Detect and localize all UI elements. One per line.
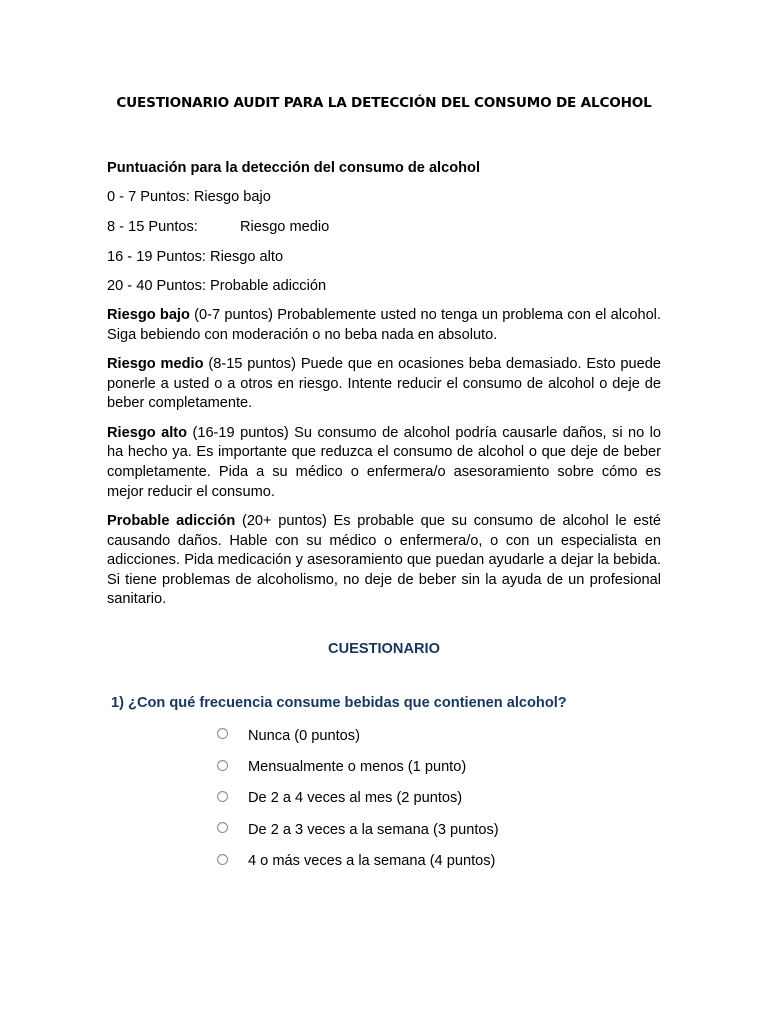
scoring-heading: Puntuación para la detección del consumo de alcohol [107, 160, 481, 176]
option-2-4-al-mes[interactable] [217, 783, 657, 814]
score-row-medium [107, 217, 661, 237]
radio-button-icon[interactable] [217, 791, 228, 802]
score-range: 8 - 15 Puntos: [107, 218, 198, 235]
option-nunca[interactable] [217, 720, 657, 751]
description-term: Riesgo medio [107, 356, 204, 373]
option-label: De 2 a 4 veces al mes (2 puntos) [248, 790, 463, 807]
option-label: Mensualmente o menos (1 punto) [248, 759, 467, 776]
score-row-low [107, 187, 661, 207]
score-row-addiction [107, 276, 661, 296]
option-label: De 2 a 3 veces a la semana (3 puntos) [248, 821, 499, 838]
score-label: Riesgo alto [210, 248, 284, 265]
option-label: Nunca (0 puntos) [248, 727, 360, 744]
description-term: Riesgo bajo [107, 307, 190, 324]
description-probable-addiction [107, 512, 661, 610]
description-text: (16-19 puntos) Su consumo de alcohol podría causarle daños, si no lo ha hecho ya. Es importante que reduzca el consumo de alcohol o que deje de beber completamente. Pida a su médico o enfermera/o asesoramiento sobre cómo es mejor reducir el consumo. [107, 424, 662, 500]
description-high-risk [107, 424, 661, 502]
document-title: CUESTIONARIO AUDIT PARA LA DETECCIÓN DEL CONSUMO DE ALCOHOL [116, 95, 652, 111]
description-medium-risk [107, 355, 661, 414]
score-range: 16 - 19 Puntos: [107, 248, 206, 265]
option-2-3-semana[interactable] [217, 814, 657, 845]
option-mensualmente[interactable] [217, 751, 657, 782]
questionnaire-title: CUESTIONARIO [328, 641, 440, 657]
document-body [107, 158, 661, 620]
radio-button-icon[interactable] [217, 854, 228, 865]
question-1-options [217, 720, 657, 877]
score-label: Riesgo bajo [193, 189, 271, 205]
description-term: Probable adicción [107, 512, 236, 529]
score-range: 0 - 7 Puntos: [107, 189, 190, 205]
score-row-high [107, 247, 661, 267]
description-text: (0-7 puntos) Probablemente usted no tenga un problema con el alcohol. Siga bebiendo con moderación o no beba nada en absoluto. [107, 307, 661, 343]
option-4-o-mas-semana[interactable] [217, 846, 657, 877]
description-term: Riesgo alto [107, 424, 188, 441]
radio-button-icon[interactable] [217, 822, 228, 833]
score-label: Probable adicción [210, 278, 327, 295]
description-text: (20+ puntos) Es probable que su consumo de alcohol le esté causando daños. Hable con su médico o enfermera/o, o con un especialista en adicciones. Pida medicación y asesoramiento que puedan ayudarle a dejar la bebida. Si tiene problemas de alcoholismo, no deje de beber sin la ayuda de un profesional sanitario. [107, 512, 661, 608]
radio-button-icon[interactable] [217, 760, 228, 771]
option-label: 4 o más veces a la semana (4 puntos) [248, 853, 496, 870]
score-range: 20 - 40 Puntos: [107, 278, 206, 295]
description-text: (8-15 puntos) Puede que en ocasiones beba demasiado. Esto puede ponerle a usted o a otros en riesgo. Intente reducir el consumo de alcohol o deje de beber completamente. [107, 356, 661, 412]
description-low-risk [107, 306, 661, 345]
score-label: Riesgo medio [240, 218, 330, 235]
radio-button-icon[interactable] [217, 728, 228, 739]
question-1: 1) ¿Con qué frecuencia consume bebidas que contienen alcohol? [111, 695, 567, 711]
